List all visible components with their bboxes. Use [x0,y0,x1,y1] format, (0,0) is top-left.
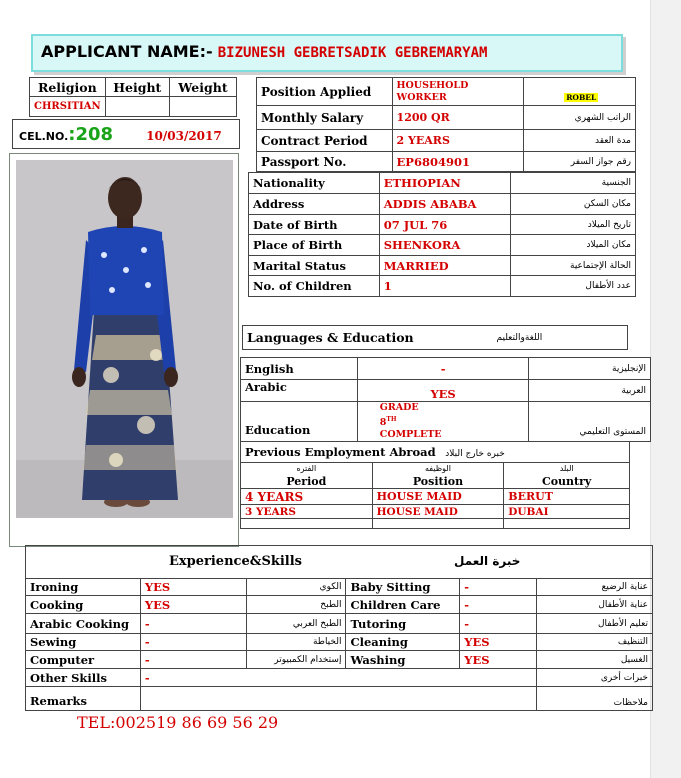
cel-number: 208 [75,124,114,145]
skill-label: Computer [26,651,141,669]
cel-date: 10/03/2017 [146,129,222,143]
skills-title-ar: خبرة العمل [454,554,521,568]
skill-value: YES [140,579,246,596]
personal-ar: تاريخ الميلاد [511,215,636,235]
table-row [249,194,636,215]
personal-value: ADDIS ABABA [379,194,511,215]
education-superscript: TH [386,416,397,423]
employment-title: Previous Employment Abroad [245,445,436,459]
contract-label: Contract Period [257,130,393,152]
employment-period: 3 YEARS [241,505,373,519]
weight-label: Weight [169,78,236,97]
personal-value: SHENKORA [379,235,511,256]
employment-title-ar: خبره خارج البلاد [445,449,505,459]
religion-label: Religion [30,78,106,97]
weight-value [169,97,236,117]
religion-value: CHRSITIAN [30,97,106,117]
english-label: English [241,358,358,380]
table-row [26,651,653,669]
agent-cell [524,78,636,106]
skill-ar: الطبخ [246,596,346,614]
remarks-ar: ملاحظات [537,687,653,711]
skill-label: Tutoring [346,614,460,634]
personal-table [248,172,636,297]
applicant-name-value: BIZUNESH GEBRETSADIK GEBREMARYAM [217,45,488,61]
cel-number-box [12,119,240,149]
skill-label: Washing [346,651,460,669]
skill-value: - [460,614,537,634]
personal-ar: مكان السكن [511,194,636,215]
skill-ar: الغسيل [537,651,653,669]
physical-table [29,77,237,117]
period-ar: الفتره [241,463,373,475]
skill-label: Cleaning [346,634,460,651]
skill-ar: تعليم الأطفال [537,614,653,634]
salary-value: 1200 QR [392,106,524,130]
education-ar: المستوى التعليمي [529,402,651,442]
skill-ar: عناية الرضيع [537,579,653,596]
personal-label: Marital Status [249,256,380,276]
languages-title-table [242,325,628,350]
employment-table [240,441,630,529]
education-line-3: COMPLETE [379,429,442,441]
personal-value: ETHIOPIAN [379,173,511,194]
table-row [249,256,636,276]
employment-title-cell [241,442,630,463]
table-row [249,215,636,235]
skill-value: - [460,596,537,614]
other-skills-label: Other Skills [26,669,141,687]
english-ar: الإنجليزية [529,358,651,380]
skill-value: YES [140,596,246,614]
arabic-value: YES [357,380,529,402]
other-skills-value: - [140,669,536,687]
personal-label: Date of Birth [249,215,380,235]
personal-ar: الجنسية [511,173,636,194]
languages-title-ar: اللغةوالتعليم [493,326,628,350]
table-row [249,235,636,256]
passport-value: EP6804901 [392,152,524,172]
education-line-2: 8 [379,417,387,429]
height-label: Height [105,78,169,97]
personal-label: Place of Birth [249,235,380,256]
personal-label: Nationality [249,173,380,194]
skill-value: - [140,614,246,634]
skill-ar: إستخدام الكمبيوتر [246,651,346,669]
remarks-value [140,687,536,711]
table-row [26,596,653,614]
employment-country: BERUT [504,489,630,505]
skill-value: - [460,579,537,596]
scrollbar[interactable] [650,0,681,778]
country-header: Country [504,475,630,489]
employment-country: DUBAI [504,505,630,519]
remarks-label: Remarks [26,687,141,711]
personal-ar: مكان الميلاد [511,235,636,256]
period-header: Period [241,475,373,489]
table-row [26,669,653,687]
personal-label: No. of Children [249,276,380,297]
salary-ar: الراتب الشهري [524,106,636,130]
personal-ar: الحالة الإجتماعية [511,256,636,276]
skills-table [25,545,653,711]
employment-position: HOUSE MAID [372,489,504,505]
position-value: HOUSEHOLD WORKER [392,78,524,106]
skill-ar: الخياطة [246,634,346,651]
skill-ar: الكوي [246,579,346,596]
contract-ar: مدة العقد [524,130,636,152]
applicant-photo [16,160,233,518]
languages-title: Languages & Education [243,326,493,350]
skill-label: Cooking [26,596,141,614]
skill-value: - [140,634,246,651]
applicant-name-banner [31,34,623,72]
personal-value: MARRIED [379,256,511,276]
education-line-1: GRADE [379,402,419,413]
personal-label: Address [249,194,380,215]
position-table [256,77,636,172]
other-skills-ar: خبرات أخرى [537,669,653,687]
applicant-photo-illustration [16,160,233,518]
skill-label: Baby Sitting [346,579,460,596]
skill-ar: عناية الأطفال [537,596,653,614]
applicant-name-label: APPLICANT NAME:- [41,42,213,61]
employment-empty [504,519,630,529]
skill-label: Ironing [26,579,141,596]
table-row [26,614,653,634]
position-label: Position Applied [257,78,393,106]
table-row [241,505,630,519]
arabic-ar: العربية [529,380,651,402]
cel-label: CEL.NO. [19,130,69,143]
table-row [249,173,636,194]
skill-label: Children Care [346,596,460,614]
table-row [26,579,653,596]
agent-highlight: ROBEL [566,93,597,102]
employment-period: 4 YEARS [241,489,373,505]
skill-label: Sewing [26,634,141,651]
position-header: Position [372,475,504,489]
personal-value: 07 JUL 76 [379,215,511,235]
skill-ar: الطبخ العربي [246,614,346,634]
languages-table [240,357,651,442]
table-row [26,687,653,711]
employment-empty [241,519,373,529]
arabic-label: Arabic [241,380,358,402]
personal-value: 1 [379,276,511,297]
english-value: - [357,358,529,380]
skill-value: - [140,651,246,669]
employment-position: HOUSE MAID [372,505,504,519]
height-value [105,97,169,117]
passport-ar: رقم جواز السفر [524,152,636,172]
position-ar: الوظيفه [372,463,504,475]
skill-value: YES [460,651,537,669]
telephone-number: TEL:002519 86 69 56 29 [77,713,279,732]
table-row [249,276,636,297]
table-row [26,634,653,651]
skills-title: Experience&Skills [169,554,302,569]
employment-empty [372,519,504,529]
salary-label: Monthly Salary [257,106,393,130]
skill-ar: التنظيف [537,634,653,651]
contract-value: 2 YEARS [392,130,524,152]
country-ar: البلد [504,463,630,475]
passport-label: Passport No. [257,152,393,172]
education-label: Education [241,402,358,442]
table-row [241,489,630,505]
skills-title-cell [26,546,653,579]
personal-ar: عدد الأطفال [511,276,636,297]
education-value [357,402,529,442]
skill-label: Arabic Cooking [26,614,141,634]
cel-separator: : [68,124,76,145]
skill-value: YES [460,634,537,651]
